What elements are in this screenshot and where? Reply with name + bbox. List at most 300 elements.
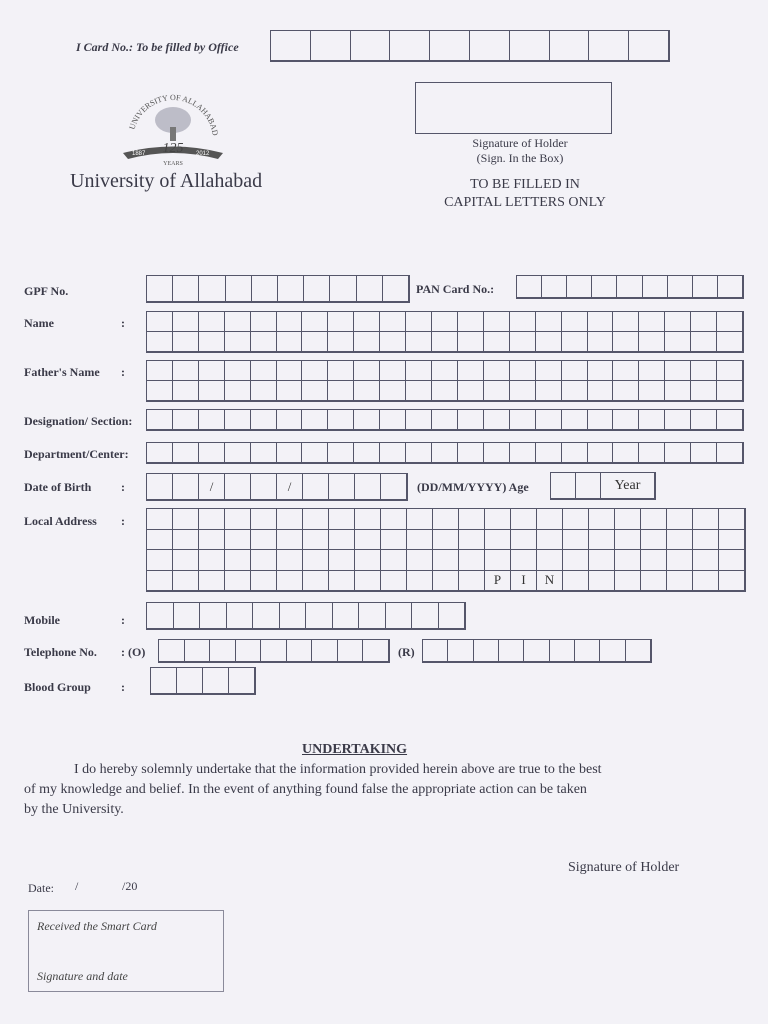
char-cell[interactable] bbox=[199, 550, 225, 571]
char-cell[interactable] bbox=[306, 603, 333, 629]
char-cell[interactable] bbox=[613, 332, 639, 352]
char-cell[interactable] bbox=[199, 276, 225, 302]
char-cell[interactable] bbox=[355, 550, 381, 571]
char-cell[interactable] bbox=[328, 443, 354, 463]
char-cell[interactable] bbox=[639, 312, 665, 332]
char-cell[interactable] bbox=[563, 550, 589, 571]
char-cell[interactable] bbox=[251, 312, 277, 332]
char-cell[interactable] bbox=[433, 550, 459, 571]
char-cell[interactable] bbox=[563, 571, 589, 592]
char-cell[interactable] bbox=[575, 640, 600, 662]
char-cell[interactable] bbox=[588, 312, 614, 332]
char-cell[interactable] bbox=[691, 443, 717, 463]
char-cell[interactable] bbox=[173, 381, 199, 401]
char-cell[interactable] bbox=[412, 603, 439, 629]
char-cell[interactable] bbox=[174, 603, 201, 629]
char-cell[interactable] bbox=[354, 381, 380, 401]
char-cell[interactable] bbox=[643, 276, 668, 298]
char-cell[interactable] bbox=[615, 550, 641, 571]
char-cell[interactable] bbox=[406, 410, 432, 430]
char-cell[interactable] bbox=[719, 509, 745, 530]
char-cell[interactable] bbox=[311, 31, 351, 61]
char-cell[interactable] bbox=[203, 668, 229, 694]
char-cell[interactable] bbox=[225, 550, 251, 571]
dob-cell[interactable] bbox=[173, 474, 199, 500]
char-cell[interactable] bbox=[459, 550, 485, 571]
char-cell[interactable] bbox=[236, 640, 262, 662]
char-cell[interactable] bbox=[173, 361, 199, 381]
age-field[interactable] bbox=[550, 472, 656, 500]
char-cell[interactable] bbox=[173, 550, 199, 571]
char-cell[interactable] bbox=[380, 410, 406, 430]
char-cell[interactable] bbox=[380, 361, 406, 381]
char-cell[interactable] bbox=[328, 332, 354, 352]
char-cell[interactable] bbox=[386, 603, 413, 629]
char-cell[interactable] bbox=[229, 668, 255, 694]
char-cell[interactable] bbox=[537, 530, 563, 551]
char-cell[interactable] bbox=[227, 603, 254, 629]
char-cell[interactable] bbox=[510, 361, 536, 381]
char-cell[interactable] bbox=[536, 381, 562, 401]
char-cell[interactable] bbox=[407, 550, 433, 571]
char-cell[interactable] bbox=[718, 276, 743, 298]
char-cell[interactable] bbox=[691, 312, 717, 332]
char-cell[interactable] bbox=[381, 571, 407, 592]
char-cell[interactable] bbox=[458, 332, 484, 352]
char-cell[interactable] bbox=[458, 312, 484, 332]
char-cell[interactable] bbox=[354, 312, 380, 332]
char-cell[interactable] bbox=[432, 361, 458, 381]
char-cell[interactable] bbox=[338, 640, 364, 662]
char-cell[interactable] bbox=[484, 361, 510, 381]
char-cell[interactable] bbox=[717, 381, 743, 401]
char-cell[interactable] bbox=[173, 571, 199, 592]
char-cell[interactable] bbox=[303, 530, 329, 551]
char-cell[interactable] bbox=[562, 410, 588, 430]
char-cell[interactable] bbox=[147, 530, 173, 551]
char-cell[interactable] bbox=[641, 550, 667, 571]
char-cell[interactable] bbox=[588, 443, 614, 463]
char-cell[interactable] bbox=[510, 381, 536, 401]
char-cell[interactable] bbox=[277, 530, 303, 551]
char-cell[interactable] bbox=[302, 361, 328, 381]
char-cell[interactable] bbox=[615, 530, 641, 551]
char-cell[interactable] bbox=[691, 381, 717, 401]
char-cell[interactable] bbox=[499, 640, 524, 662]
char-cell[interactable] bbox=[537, 509, 563, 530]
char-cell[interactable] bbox=[406, 361, 432, 381]
char-cell[interactable] bbox=[615, 509, 641, 530]
char-cell[interactable] bbox=[562, 312, 588, 332]
char-cell[interactable] bbox=[381, 509, 407, 530]
telephone-res-field[interactable] bbox=[422, 639, 652, 663]
char-cell[interactable] bbox=[563, 509, 589, 530]
char-cell[interactable] bbox=[562, 443, 588, 463]
dob-cell[interactable] bbox=[251, 474, 277, 500]
char-cell[interactable] bbox=[629, 31, 669, 61]
char-cell[interactable] bbox=[304, 276, 330, 302]
dob-cell[interactable] bbox=[303, 474, 329, 500]
char-cell[interactable] bbox=[354, 410, 380, 430]
char-cell[interactable] bbox=[470, 31, 510, 61]
char-cell[interactable] bbox=[277, 332, 303, 352]
char-cell[interactable] bbox=[225, 381, 251, 401]
char-cell[interactable] bbox=[510, 312, 536, 332]
char-cell[interactable] bbox=[329, 550, 355, 571]
char-cell[interactable] bbox=[639, 361, 665, 381]
char-cell[interactable] bbox=[433, 571, 459, 592]
char-cell[interactable] bbox=[225, 312, 251, 332]
char-cell[interactable] bbox=[484, 443, 510, 463]
char-cell[interactable] bbox=[433, 509, 459, 530]
char-cell[interactable] bbox=[173, 410, 199, 430]
char-cell[interactable] bbox=[484, 410, 510, 430]
char-cell[interactable] bbox=[639, 410, 665, 430]
char-cell[interactable] bbox=[351, 31, 391, 61]
char-cell[interactable] bbox=[261, 640, 287, 662]
char-cell[interactable] bbox=[390, 31, 430, 61]
char-cell[interactable] bbox=[359, 603, 386, 629]
char-cell[interactable] bbox=[380, 443, 406, 463]
char-cell[interactable] bbox=[626, 640, 651, 662]
char-cell[interactable] bbox=[665, 410, 691, 430]
char-cell[interactable] bbox=[406, 381, 432, 401]
char-cell[interactable] bbox=[458, 381, 484, 401]
char-cell[interactable] bbox=[147, 312, 173, 332]
char-cell[interactable] bbox=[357, 276, 383, 302]
char-cell[interactable] bbox=[517, 276, 542, 298]
char-cell[interactable] bbox=[665, 361, 691, 381]
char-cell[interactable] bbox=[251, 530, 277, 551]
char-cell[interactable] bbox=[536, 443, 562, 463]
char-cell[interactable] bbox=[484, 312, 510, 332]
char-cell[interactable] bbox=[719, 530, 745, 551]
char-cell[interactable] bbox=[639, 332, 665, 352]
char-cell[interactable] bbox=[302, 332, 328, 352]
char-cell[interactable] bbox=[173, 509, 199, 530]
char-cell[interactable] bbox=[717, 312, 743, 332]
char-cell[interactable] bbox=[459, 530, 485, 551]
char-cell[interactable] bbox=[159, 640, 185, 662]
char-cell[interactable] bbox=[524, 640, 549, 662]
char-cell[interactable] bbox=[177, 668, 203, 694]
char-cell[interactable] bbox=[355, 509, 381, 530]
char-cell[interactable] bbox=[613, 361, 639, 381]
char-cell[interactable] bbox=[510, 443, 536, 463]
char-cell[interactable] bbox=[200, 603, 227, 629]
char-cell[interactable] bbox=[147, 571, 173, 592]
char-cell[interactable] bbox=[665, 312, 691, 332]
char-cell[interactable] bbox=[613, 312, 639, 332]
char-cell[interactable] bbox=[536, 312, 562, 332]
char-cell[interactable] bbox=[588, 361, 614, 381]
char-cell[interactable] bbox=[147, 443, 173, 463]
char-cell[interactable] bbox=[536, 361, 562, 381]
char-cell[interactable] bbox=[485, 509, 511, 530]
char-cell[interactable] bbox=[510, 31, 550, 61]
char-cell[interactable] bbox=[693, 276, 718, 298]
char-cell[interactable] bbox=[439, 603, 466, 629]
char-cell[interactable] bbox=[328, 312, 354, 332]
char-cell[interactable] bbox=[717, 332, 743, 352]
blood-group-field[interactable] bbox=[150, 667, 256, 695]
char-cell[interactable] bbox=[302, 410, 328, 430]
char-cell[interactable] bbox=[147, 332, 173, 352]
char-cell[interactable] bbox=[667, 530, 693, 551]
char-cell[interactable] bbox=[355, 571, 381, 592]
char-cell[interactable] bbox=[691, 410, 717, 430]
char-cell[interactable] bbox=[271, 31, 311, 61]
char-cell[interactable] bbox=[719, 571, 745, 592]
char-cell[interactable] bbox=[199, 361, 225, 381]
char-cell[interactable] bbox=[303, 550, 329, 571]
char-cell[interactable] bbox=[277, 550, 303, 571]
char-cell[interactable] bbox=[459, 571, 485, 592]
char-cell[interactable] bbox=[381, 550, 407, 571]
char-cell[interactable] bbox=[691, 332, 717, 352]
char-cell[interactable] bbox=[665, 332, 691, 352]
char-cell[interactable] bbox=[458, 410, 484, 430]
char-cell[interactable] bbox=[251, 550, 277, 571]
char-cell[interactable] bbox=[510, 410, 536, 430]
char-cell[interactable] bbox=[147, 603, 174, 629]
char-cell[interactable] bbox=[173, 443, 199, 463]
char-cell[interactable] bbox=[210, 640, 236, 662]
char-cell[interactable] bbox=[302, 312, 328, 332]
char-cell[interactable] bbox=[589, 509, 615, 530]
char-cell[interactable] bbox=[589, 571, 615, 592]
age-cell[interactable] bbox=[551, 473, 576, 499]
char-cell[interactable] bbox=[484, 381, 510, 401]
char-cell[interactable] bbox=[485, 530, 511, 551]
char-cell[interactable] bbox=[693, 530, 719, 551]
char-cell[interactable] bbox=[458, 361, 484, 381]
char-cell[interactable] bbox=[363, 640, 389, 662]
char-cell[interactable] bbox=[252, 276, 278, 302]
char-cell[interactable] bbox=[173, 276, 199, 302]
designation-field[interactable] bbox=[146, 409, 744, 431]
char-cell[interactable] bbox=[147, 361, 173, 381]
char-cell[interactable] bbox=[277, 509, 303, 530]
char-cell[interactable] bbox=[199, 571, 225, 592]
char-cell[interactable] bbox=[381, 530, 407, 551]
char-cell[interactable] bbox=[717, 410, 743, 430]
char-cell[interactable] bbox=[448, 640, 473, 662]
char-cell[interactable] bbox=[225, 571, 251, 592]
char-cell[interactable] bbox=[693, 571, 719, 592]
char-cell[interactable] bbox=[407, 530, 433, 551]
char-cell[interactable] bbox=[458, 443, 484, 463]
char-cell[interactable] bbox=[147, 509, 173, 530]
char-cell[interactable] bbox=[355, 530, 381, 551]
pan-field[interactable] bbox=[516, 275, 744, 299]
char-cell[interactable] bbox=[406, 443, 432, 463]
char-cell[interactable] bbox=[667, 509, 693, 530]
gpf-field[interactable] bbox=[146, 275, 410, 303]
department-field[interactable] bbox=[146, 442, 744, 464]
char-cell[interactable] bbox=[312, 640, 338, 662]
char-cell[interactable] bbox=[588, 381, 614, 401]
char-cell[interactable] bbox=[251, 361, 277, 381]
char-cell[interactable] bbox=[225, 332, 251, 352]
char-cell[interactable] bbox=[199, 530, 225, 551]
char-cell[interactable] bbox=[330, 276, 356, 302]
char-cell[interactable] bbox=[665, 381, 691, 401]
char-cell[interactable] bbox=[328, 361, 354, 381]
char-cell[interactable] bbox=[329, 530, 355, 551]
char-cell[interactable] bbox=[407, 509, 433, 530]
char-cell[interactable] bbox=[329, 571, 355, 592]
char-cell[interactable] bbox=[253, 603, 280, 629]
char-cell[interactable] bbox=[303, 571, 329, 592]
char-cell[interactable] bbox=[613, 381, 639, 401]
char-cell[interactable] bbox=[251, 443, 277, 463]
char-cell[interactable] bbox=[225, 443, 251, 463]
char-cell[interactable] bbox=[717, 443, 743, 463]
char-cell[interactable] bbox=[484, 332, 510, 352]
char-cell[interactable] bbox=[511, 509, 537, 530]
char-cell[interactable] bbox=[430, 31, 470, 61]
char-cell[interactable] bbox=[225, 530, 251, 551]
age-cell[interactable] bbox=[576, 473, 601, 499]
char-cell[interactable] bbox=[225, 361, 251, 381]
char-cell[interactable] bbox=[613, 443, 639, 463]
char-cell[interactable] bbox=[536, 332, 562, 352]
mobile-field[interactable] bbox=[146, 602, 466, 630]
char-cell[interactable] bbox=[641, 509, 667, 530]
char-cell[interactable] bbox=[151, 668, 177, 694]
char-cell[interactable] bbox=[251, 381, 277, 401]
char-cell[interactable] bbox=[287, 640, 313, 662]
char-cell[interactable] bbox=[615, 571, 641, 592]
char-cell[interactable] bbox=[432, 381, 458, 401]
char-cell[interactable] bbox=[278, 276, 304, 302]
char-cell[interactable] bbox=[567, 276, 592, 298]
char-cell[interactable] bbox=[199, 312, 225, 332]
char-cell[interactable] bbox=[600, 640, 625, 662]
char-cell[interactable] bbox=[302, 381, 328, 401]
char-cell[interactable] bbox=[328, 410, 354, 430]
char-cell[interactable] bbox=[277, 361, 303, 381]
dob-field[interactable] bbox=[146, 473, 408, 501]
char-cell[interactable] bbox=[199, 509, 225, 530]
char-cell[interactable] bbox=[691, 361, 717, 381]
char-cell[interactable] bbox=[562, 361, 588, 381]
char-cell[interactable] bbox=[380, 332, 406, 352]
char-cell[interactable] bbox=[550, 31, 590, 61]
char-cell[interactable] bbox=[613, 410, 639, 430]
char-cell[interactable] bbox=[717, 361, 743, 381]
char-cell[interactable] bbox=[432, 410, 458, 430]
char-cell[interactable] bbox=[380, 312, 406, 332]
char-cell[interactable] bbox=[173, 312, 199, 332]
char-cell[interactable] bbox=[719, 550, 745, 571]
char-cell[interactable] bbox=[432, 443, 458, 463]
char-cell[interactable] bbox=[329, 509, 355, 530]
char-cell[interactable] bbox=[639, 381, 665, 401]
char-cell[interactable] bbox=[354, 332, 380, 352]
char-cell[interactable] bbox=[226, 276, 252, 302]
char-cell[interactable] bbox=[225, 410, 251, 430]
char-cell[interactable] bbox=[251, 509, 277, 530]
dob-cell[interactable] bbox=[329, 474, 355, 500]
char-cell[interactable] bbox=[302, 443, 328, 463]
char-cell[interactable] bbox=[277, 443, 303, 463]
char-cell[interactable] bbox=[542, 276, 567, 298]
char-cell[interactable] bbox=[147, 381, 173, 401]
char-cell[interactable] bbox=[693, 509, 719, 530]
char-cell[interactable] bbox=[251, 332, 277, 352]
address-field[interactable] bbox=[146, 508, 746, 592]
char-cell[interactable] bbox=[433, 530, 459, 551]
char-cell[interactable] bbox=[225, 509, 251, 530]
char-cell[interactable] bbox=[277, 410, 303, 430]
char-cell[interactable] bbox=[485, 550, 511, 571]
char-cell[interactable] bbox=[199, 381, 225, 401]
char-cell[interactable] bbox=[303, 509, 329, 530]
char-cell[interactable] bbox=[592, 276, 617, 298]
dob-cell[interactable] bbox=[225, 474, 251, 500]
char-cell[interactable] bbox=[474, 640, 499, 662]
char-cell[interactable] bbox=[173, 332, 199, 352]
dob-cell[interactable] bbox=[147, 474, 173, 500]
char-cell[interactable] bbox=[667, 571, 693, 592]
char-cell[interactable] bbox=[510, 332, 536, 352]
char-cell[interactable] bbox=[432, 312, 458, 332]
icard-grid[interactable] bbox=[270, 30, 670, 62]
char-cell[interactable] bbox=[407, 571, 433, 592]
char-cell[interactable] bbox=[199, 332, 225, 352]
char-cell[interactable] bbox=[668, 276, 693, 298]
char-cell[interactable] bbox=[589, 530, 615, 551]
telephone-office-field[interactable] bbox=[158, 639, 390, 663]
char-cell[interactable] bbox=[406, 332, 432, 352]
dob-cell[interactable] bbox=[355, 474, 381, 500]
char-cell[interactable] bbox=[173, 530, 199, 551]
char-cell[interactable] bbox=[550, 640, 575, 662]
char-cell[interactable] bbox=[665, 443, 691, 463]
name-field[interactable] bbox=[146, 311, 744, 353]
char-cell[interactable] bbox=[277, 571, 303, 592]
char-cell[interactable] bbox=[562, 381, 588, 401]
char-cell[interactable] bbox=[562, 332, 588, 352]
father-field[interactable] bbox=[146, 360, 744, 402]
char-cell[interactable] bbox=[423, 640, 448, 662]
char-cell[interactable] bbox=[589, 550, 615, 571]
char-cell[interactable] bbox=[383, 276, 409, 302]
char-cell[interactable] bbox=[333, 603, 360, 629]
char-cell[interactable] bbox=[147, 550, 173, 571]
char-cell[interactable] bbox=[199, 410, 225, 430]
char-cell[interactable] bbox=[406, 312, 432, 332]
signature-box[interactable] bbox=[415, 82, 612, 134]
dob-cell[interactable] bbox=[381, 474, 407, 500]
char-cell[interactable] bbox=[251, 571, 277, 592]
char-cell[interactable] bbox=[589, 31, 629, 61]
char-cell[interactable] bbox=[667, 550, 693, 571]
char-cell[interactable] bbox=[459, 509, 485, 530]
char-cell[interactable] bbox=[537, 550, 563, 571]
char-cell[interactable] bbox=[693, 550, 719, 571]
char-cell[interactable] bbox=[354, 361, 380, 381]
char-cell[interactable] bbox=[380, 381, 406, 401]
char-cell[interactable] bbox=[277, 312, 303, 332]
char-cell[interactable] bbox=[354, 443, 380, 463]
char-cell[interactable] bbox=[147, 410, 173, 430]
char-cell[interactable] bbox=[617, 276, 642, 298]
char-cell[interactable] bbox=[277, 381, 303, 401]
char-cell[interactable] bbox=[641, 571, 667, 592]
